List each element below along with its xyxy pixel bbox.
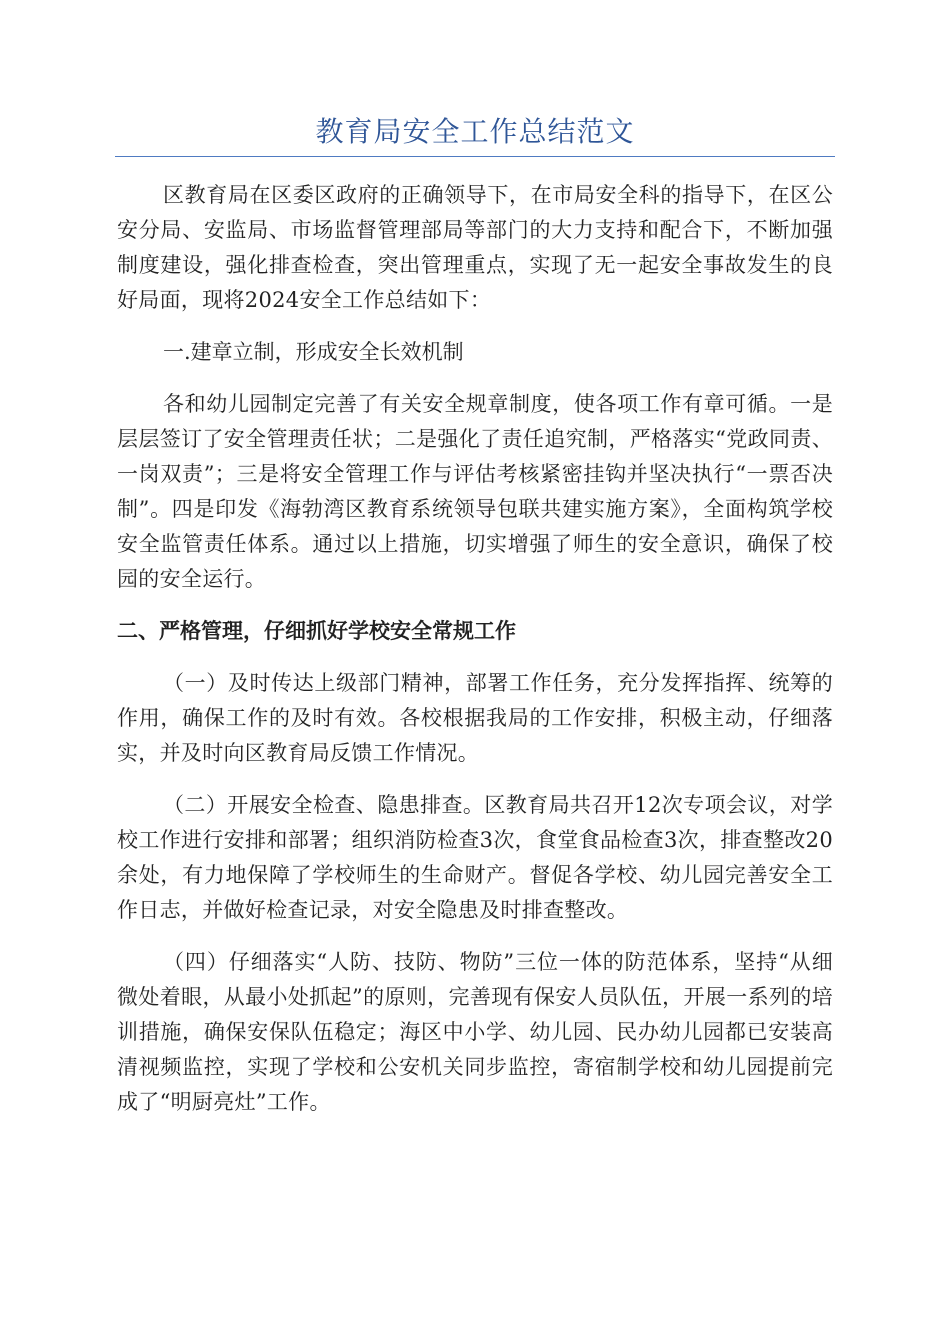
section-1-paragraph: 各和幼儿园制定完善了有关安全规章制度，使各项工作有章可循。一是层层签订了安全管理责任状；二是强化了责任追究制，严格落实“党政同责、一岗双责”；三是将安全管理工作与评估考核紧密挂钩并坚决执行“一票否决制”。四是印发《海勃湾区教育系统领导包联共建实施方案》，全面构筑学校安全监管责任体系。通过以上措施，切实增强了师生的安全意识，确保了校园的安全运行。 [117, 392, 833, 591]
section-2-item-1-paragraph: （一）及时传达上级部门精神，部署工作任务，充分发挥指挥、统筹的作用，确保工作的及时有效。各校根据我局的工作安排，积极主动，仔细落实，并及时向区教育局反馈工作情况。 [117, 671, 833, 765]
section-heading-2: 二、严格管理，仔细抓好学校安全常规工作 [117, 619, 516, 643]
section-heading-1: 一.建章立制，形成安全长效机制 [163, 340, 464, 364]
intro-paragraph: 区教育局在区委区政府的正确领导下，在市局安全科的指导下，在区公安分局、安监局、市场监督管理部局等部门的大力支持和配合下，不断加强制度建设，强化排查检查，突出管理重点，实现了无一起安全事故发生的良好局面，现将2024安全工作总结如下： [117, 183, 833, 312]
document-title: 教育局安全工作总结范文 [315, 115, 635, 148]
document-body [117, 178, 833, 1137]
section-2-item-2-paragraph: （二）开展安全检查、隐患排查。区教育局共召开12次专项会议，对学校工作进行安排和部署；组织消防检查3次，食堂食品检查3次，排查整改20余处，有力地保障了学校师生的生命财产。督促各学校、幼儿园完善安全工作日志，并做好检查记录，对安全隐患及时排查整改。 [117, 793, 833, 922]
section-2-item-4-paragraph: （四）仔细落实“人防、技防、物防”三位一体的防范体系，坚持“从细微处着眼，从最小处抓起”的原则，完善现有保安人员队伍，开展一系列的培训措施，确保安保队伍稳定；海区中小学、幼儿园、民办幼儿园都已安装高清视频监控，实现了学校和公安机关同步监控，寄宿制学校和幼儿园提前完成了“明厨亮灶”工作。 [117, 950, 833, 1114]
title-underline-divider [115, 156, 835, 157]
